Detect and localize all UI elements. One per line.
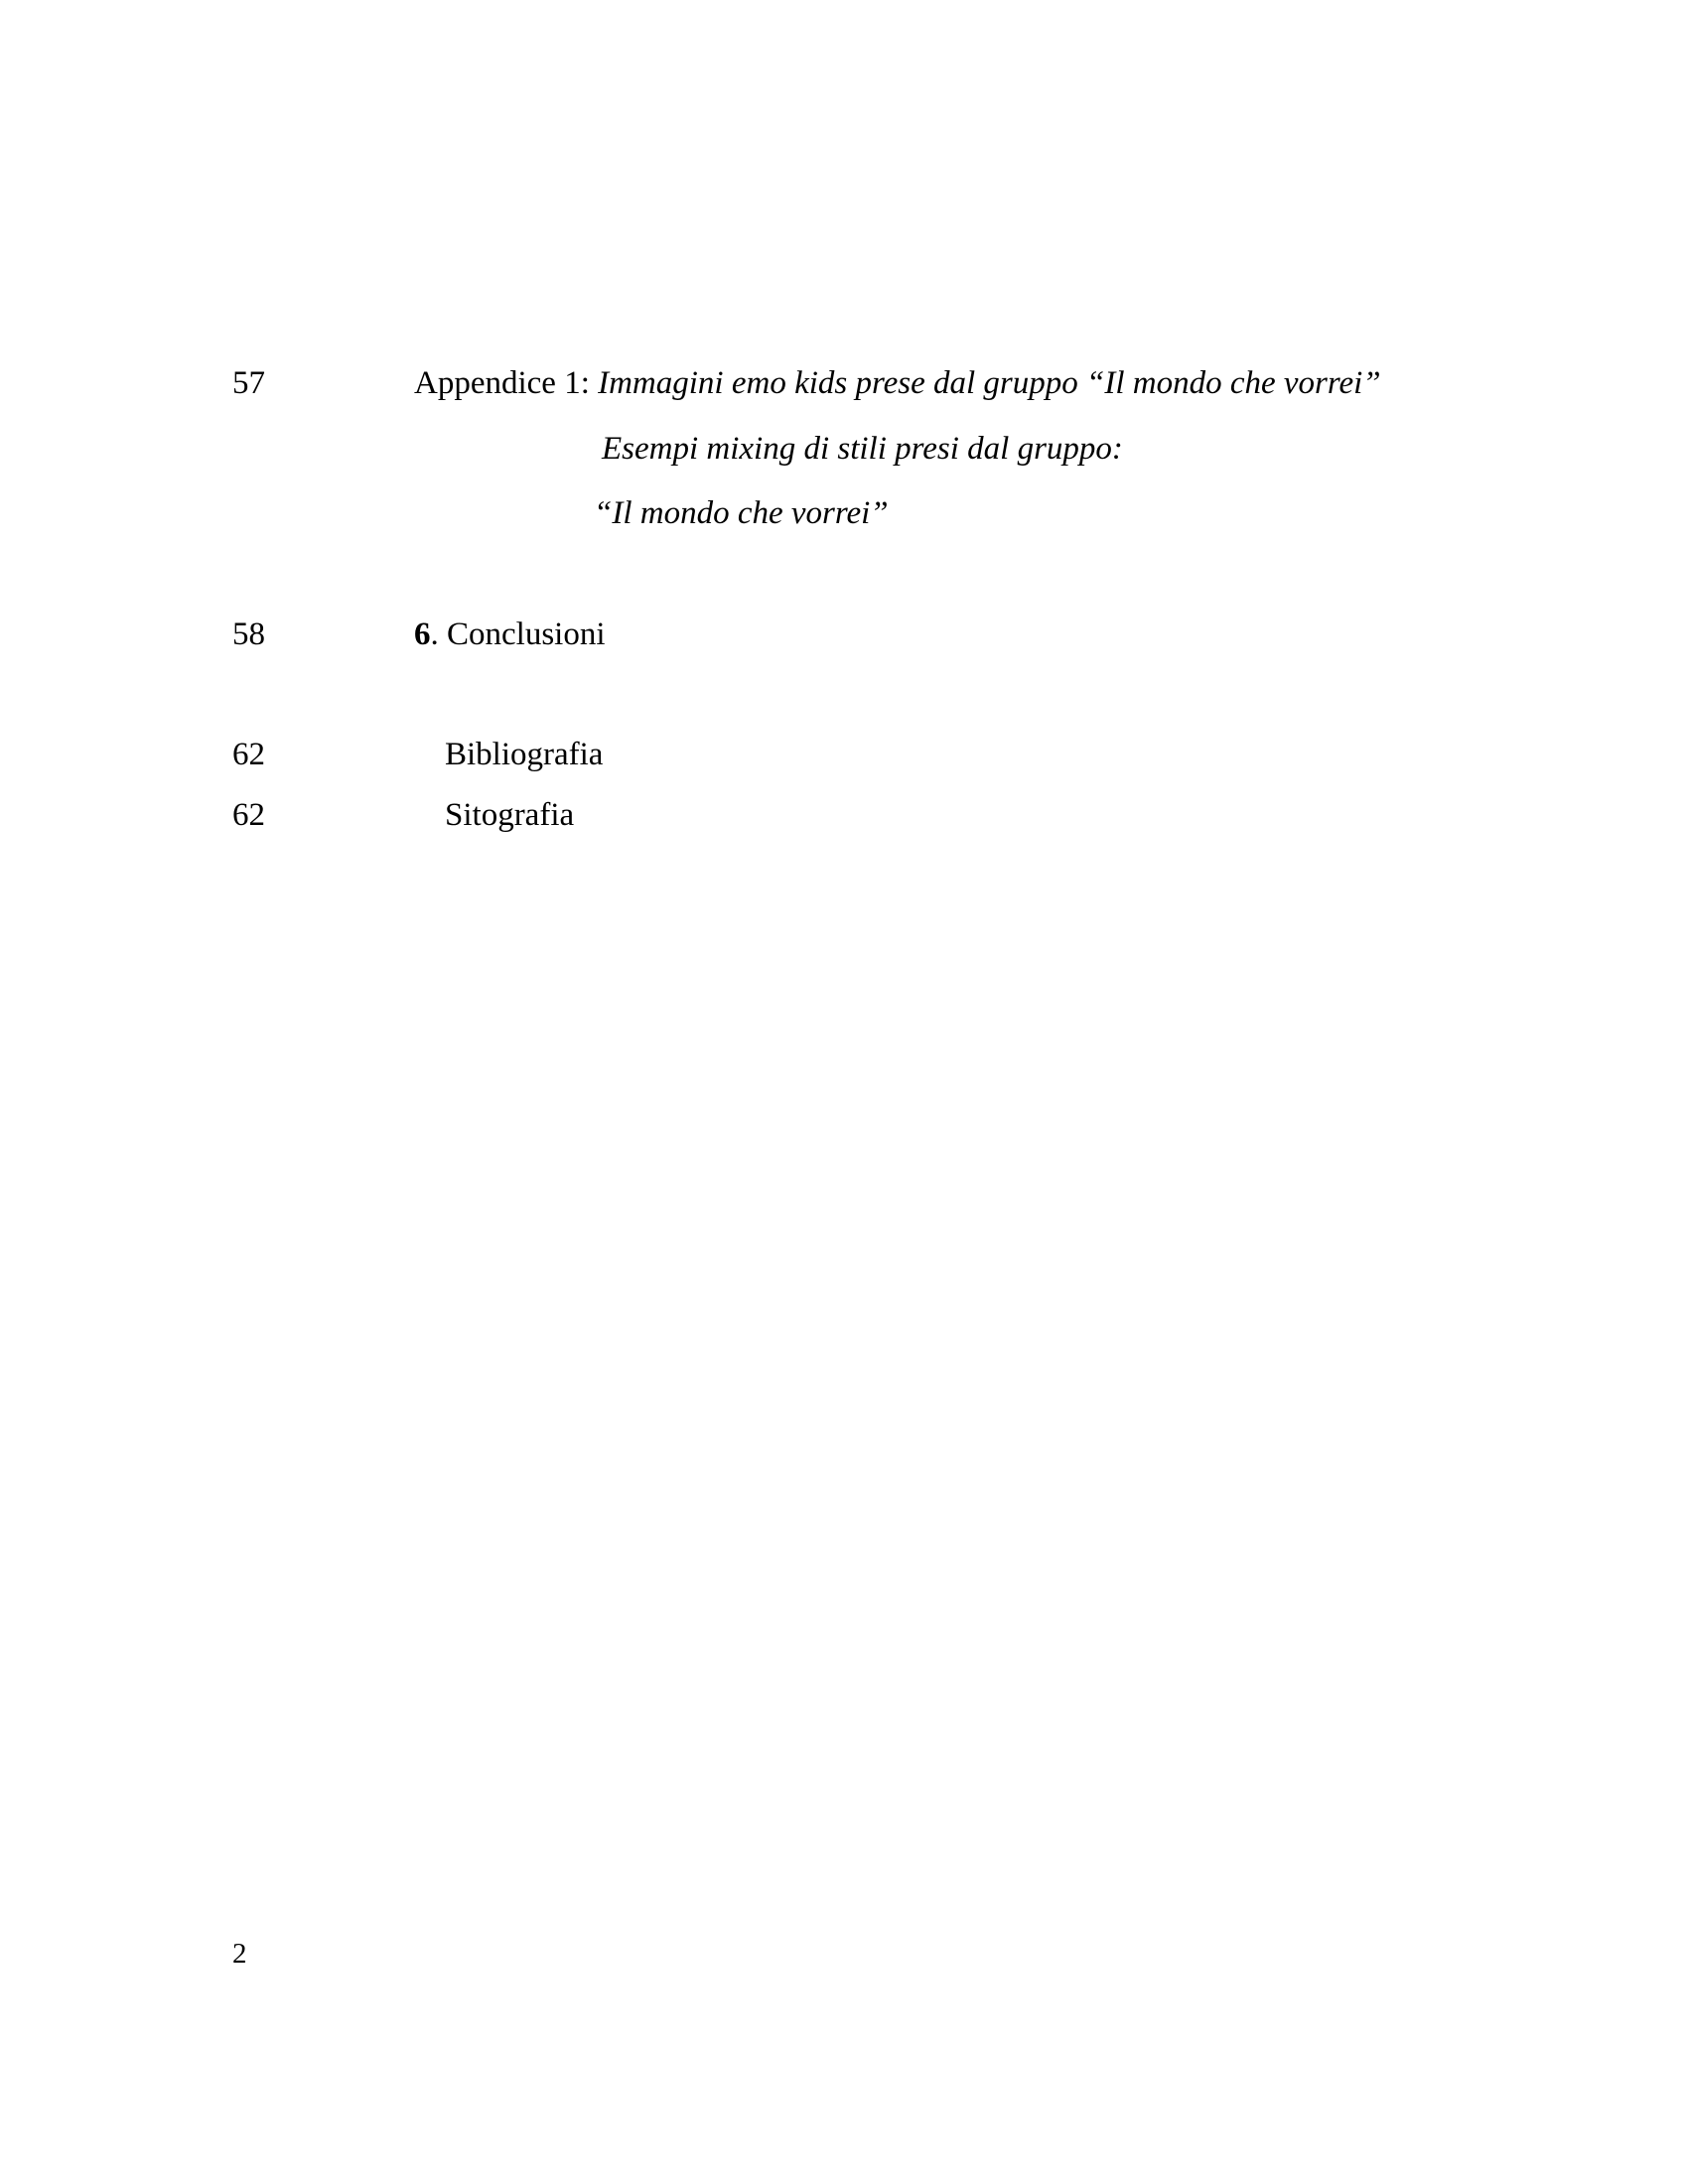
toc-entry-conclusions: [414, 614, 606, 654]
toc-page-number-conclusions: 58: [232, 616, 265, 652]
toc-appendix-prefix: Appendice 1:: [414, 365, 599, 401]
toc-appendix-title-line3: “Il mondo che vorrei”: [594, 495, 889, 531]
toc-page-number-bibliography: 62: [232, 737, 265, 772]
page-number-footer: 2: [232, 1938, 247, 1970]
toc-page-number-appendix: 57: [232, 365, 265, 401]
toc-entry-appendix: [414, 363, 1381, 403]
toc-page-number-sitography: 62: [232, 797, 265, 833]
toc-entry-bibliography: Bibliografia: [445, 737, 604, 772]
toc-entry-sitography: Sitografia: [445, 797, 575, 833]
toc-appendix-title-line2: Esempi mixing di stili presi dal gruppo:: [602, 431, 1123, 467]
toc-appendix-title-line1: Immagini emo kids prese dal gruppo “Il mondo che vorrei”: [598, 365, 1381, 401]
toc-conclusions-number: 6: [414, 616, 431, 652]
toc-conclusions-label: . Conclusioni: [430, 616, 606, 652]
